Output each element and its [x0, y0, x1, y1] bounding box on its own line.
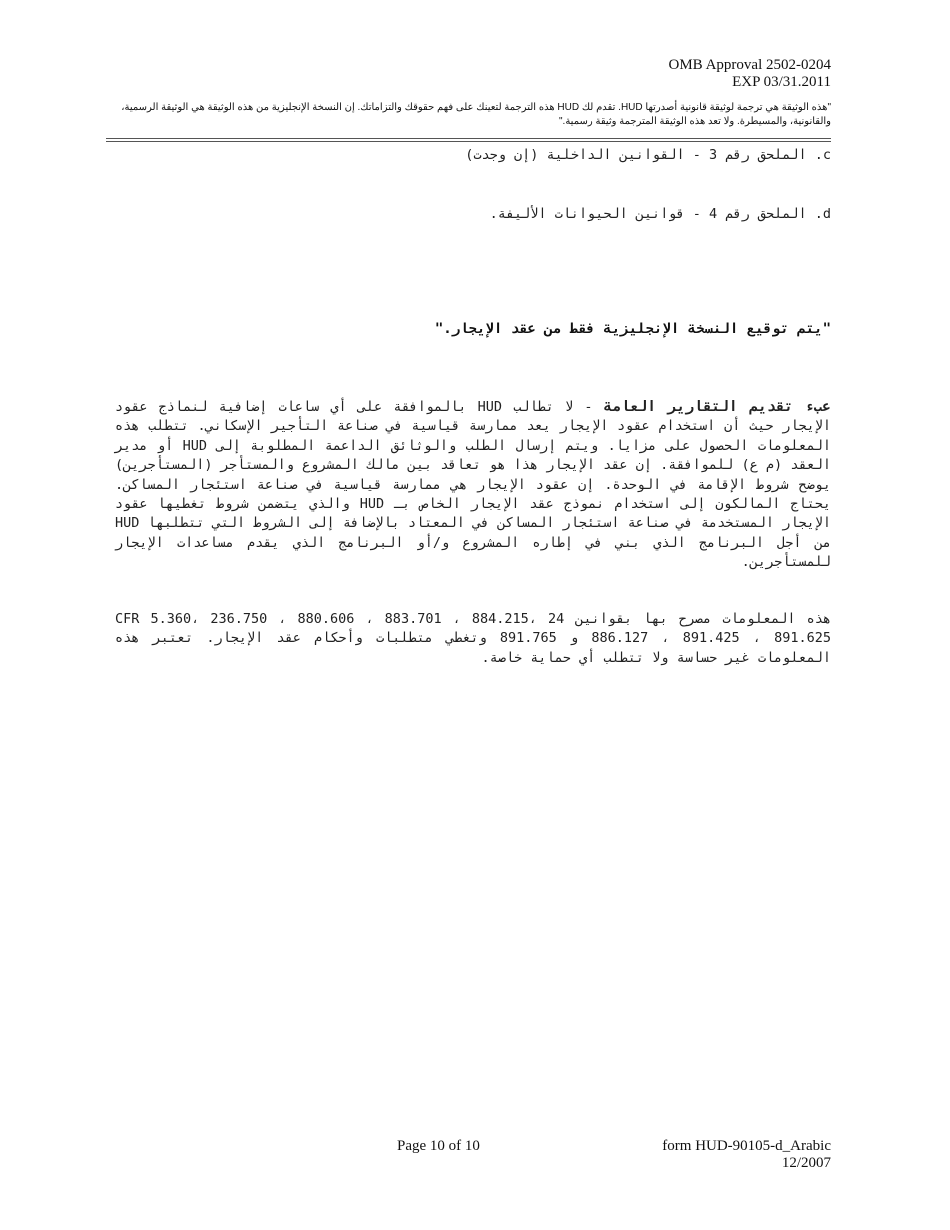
translation-disclaimer: "هذه الوثيقة هي ترجمة لوثيقة قانونية أصدرتها HUD. تقدم لك HUD هذه الترجمة لتعينك على فهم حقوقك والتزاماتك. إن النسخة الإنجليزية من هذه الوثيقة هي الوثيقة الرسمية، والقانونية، والمسيطرة. ولا تعد هذه الوثيقة المترجمة وثيقة رسمية." [121, 102, 831, 127]
form-date: 12/2007 [781, 1155, 831, 1171]
omb-expiration-date: EXP 03/31.2011 [732, 74, 831, 90]
burden-text: - لا تطالب HUD بالموافقة على أي ساعات إضافية لنماذج عقود الإيجار حيث أن استخدام عقود الإيجار يعد ممارسة قياسية في صناعة التأجير الإسكاني. تتطلب هذه المعلومات الحصول على مزايا. ويتم إرسال الطلب والوثائق الداعمة المطلوبة إلى HUD أو مدير العقد (م ع) للموافقة. إن عقد الإيجار هذا هو تعاقد بين مالك المشروع والمستأجر (المستأجرين) يوضح شروط الإقامة في الوحدة. إن عقود الإيجار هي ممارسة قياسية في صناعة استئجار المساكن. يحتاج المالكون إلى استخدام نموذج عقد الإيجار الخاص بـ HUD والذي يتضمن شروط تغطيها عقود الإيجار المستخدمة في صناعة استئجار المساكن في المعتاد بالإضافة إلى الشروط التي تتطلبها HUD من أجل البرنامج الذي بني في إطاره المشروع و/أو البرنامج الذي يقدم مساعدات الإيجار للمستأجرين. [115, 399, 831, 571]
attachment-item-c: c. الملحق رقم 3 - القوانين الداخلية (إن وجدت) [465, 147, 831, 163]
signature-note: "يتم توقيع النسخة الإنجليزية فقط من عقد الإيجار." [434, 321, 831, 337]
page-number: Page 10 of 10 [397, 1138, 480, 1154]
header-divider [106, 138, 831, 142]
form-identifier [662, 1138, 831, 1172]
burden-heading: عبء تقديم التقارير العامة [603, 399, 831, 415]
omb-approval-block [669, 57, 832, 91]
legal-authority-paragraph: هذه المعلومات مصرح بها بقوانين 24 CFR 5.360، 236.750 ، 880.606 ، 883.701 ، 884.215، 886.127 ، 891.425 ، 891.625 و 891.765 وتغطي متطلبات وأحكام عقد الإيجار. تعتبر هذه المعلومات غير حساسة ولا تتطلب أي حماية خاصة. [115, 611, 831, 666]
attachment-item-d: d. الملحق رقم 4 - قوانين الحيوانات الأليفة. [489, 206, 831, 222]
form-id: form HUD-90105-d_Arabic [662, 1138, 831, 1154]
omb-approval-number: OMB Approval 2502-0204 [668, 57, 831, 73]
public-reporting-burden [115, 398, 831, 573]
